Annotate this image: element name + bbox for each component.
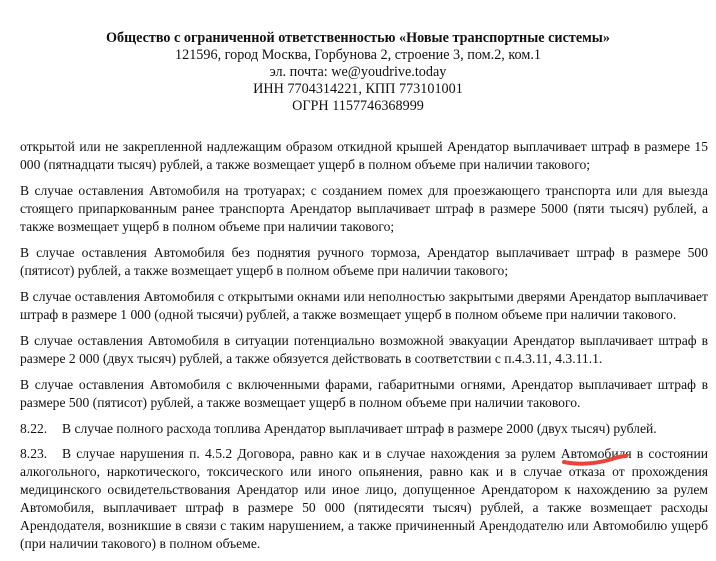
organization-ogrn: ОГРН 1157746368999 <box>292 98 424 114</box>
clause-text: В случае полного расхода топлива Арендатор выплачивает штраф в размере 2000 (двух тысяч) рублей. <box>62 421 657 436</box>
penalty-paragraph-evacuation: В случае оставления Автомобиля в ситуации потенциально возможной эвакуации Арендатор выплачивает штраф в размере 2 000 (двух тысяч) рублей, а также обязуется действовать в соответствии с п.4.3.11, 4.3.11.1. <box>20 333 708 366</box>
penalty-paragraph-sidewalk: В случае оставления Автомобиля на тротуарах; с созданием помех для проезжающего транспорта или для выезда стоящего припаркованным ранее транспорта Арендатор выплачивает штраф в размере 5000 (пяти тысяч) рублей, а также возмещает ущерб в полном объеме при наличии такового; <box>20 183 708 234</box>
clause-text: В случае нарушения п. 4.5.2 Договора, равно как и в случае нахождения за рулем Автомобиля в состоянии алкогольного, наркотического, токсического или иного опьянения, равно как и в случае отказа от прохождения медицинского освидетельствования Арендатор или иное лицо, допущенное Арендатором к нахождению за рулем Автомобиля, выплачивает штраф в размере 50 000 (пятидесяти тысяч) рублей, а также возмещает расходы Арендодателя, возникшие в связи с таким нарушением, а также причиненный Арендодателю или Автомобилю ущерб (при наличии такового) в полном объеме. <box>20 446 708 551</box>
clause-8-22 <box>20 420 708 438</box>
organization-email: эл. почта: we@youdrive.today <box>269 64 447 80</box>
clause-number: 8.22. <box>20 421 48 436</box>
clause-number: 8.23. <box>20 446 48 461</box>
organization-address: 121596, город Москва, Горбунова 2, строение 3, пом.2, ком.1 <box>175 47 541 63</box>
penalty-paragraph-roof: открытой или не закрепленной надлежащим образом откидной крышей Арендатор выплачивает штраф в размере 15 000 (пятнадцати тысяч) рублей, а также возмещает ущерб в полном объеме при наличии такового; <box>20 139 708 172</box>
document-body <box>20 138 708 560</box>
clause-8-23 <box>20 445 708 553</box>
penalty-paragraph-handbrake: В случае оставления Автомобиля без поднятия ручного тормоза, Арендатор выплачивает штраф в размере 500 (пятисот) рублей, а также возмещает ущерб в полном объеме при наличии такового; <box>20 245 708 278</box>
organization-inn-kpp: ИНН 7704314221, КПП 773101001 <box>253 81 463 97</box>
organization-name: Общество с ограниченной ответственностью «Новые транспортные системы» <box>106 30 610 46</box>
penalty-paragraph-lights: В случае оставления Автомобиля с включенными фарами, габаритными огнями, Арендатор выплачивает штраф в размере 500 (пятисот) рублей, а также возмещает ущерб в полном объеме при наличии такового. <box>20 377 708 410</box>
letterhead <box>0 30 716 115</box>
penalty-paragraph-windows: В случае оставления Автомобиля с открытыми окнами или неполностью закрытыми дверями Арендатор выплачивает штраф в размере 1 000 (одной тысячи) рублей, а также возмещает ущерб в полном объеме при наличии такового. <box>20 289 708 322</box>
